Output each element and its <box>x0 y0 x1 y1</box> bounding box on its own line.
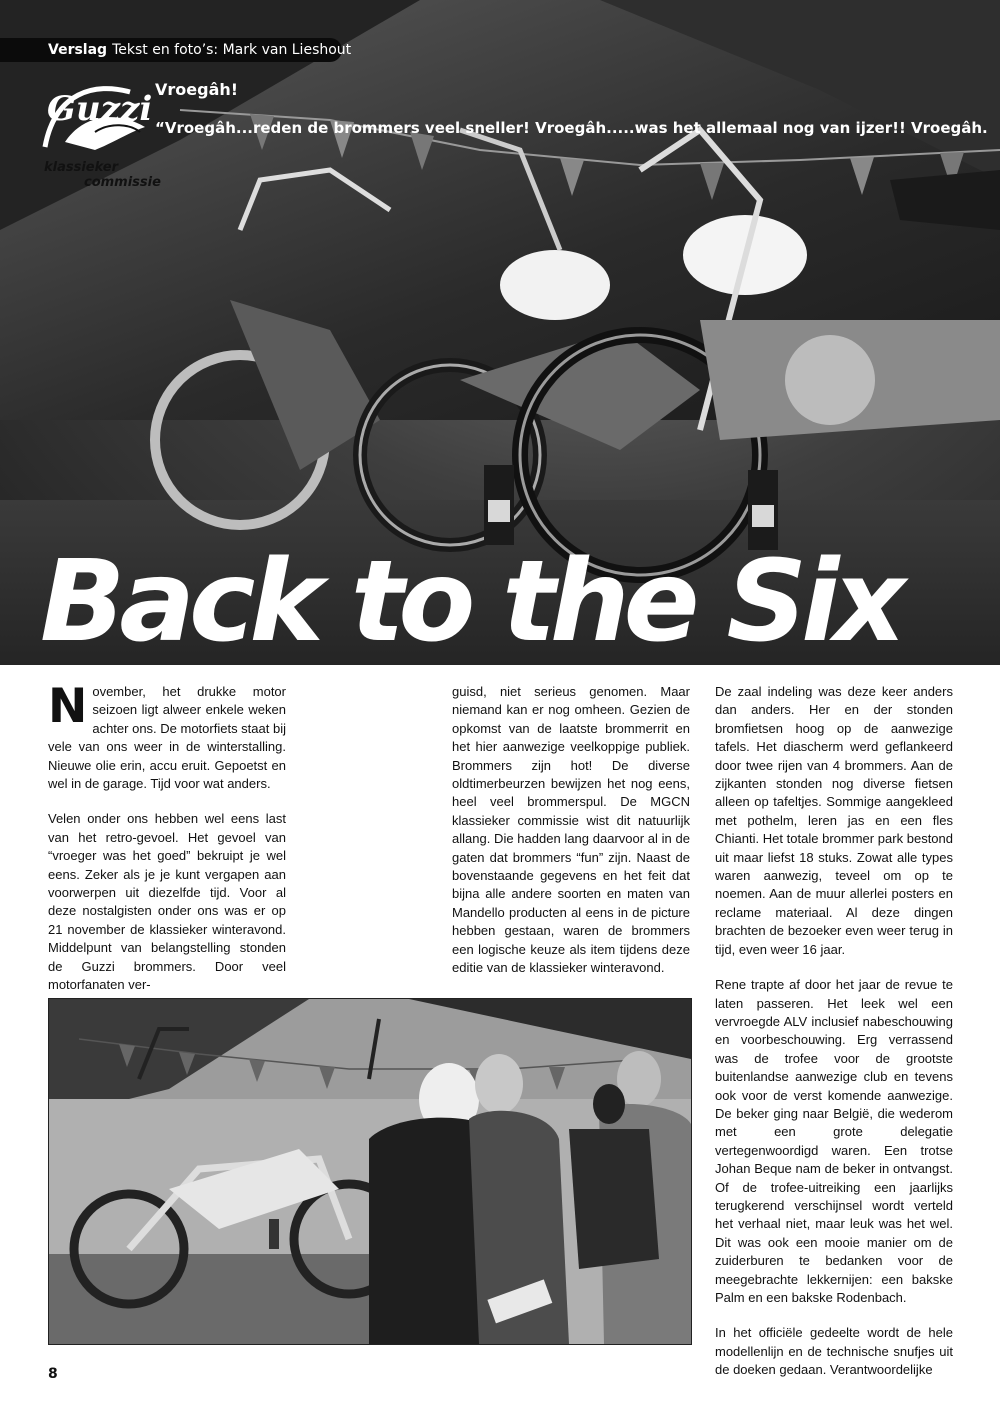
section-label: Verslag <box>48 42 108 58</box>
column-2-paragraph-1: guisd, niet serieus genomen. Maar niemand kan er nog omheen. Gezien de opkomst van de laatste brommerrit en het hier aanwezige veelkoppige publiek. Brommers zijn hot! De diverse oldtimerbeurzen bewijzen het nog eens, heel veel brommerspul. De MGCN klassieker commissie wist dit natuurlijk allang. Die hadden lang daarvoor al in de gaten dat brommers “fun” zijn. Naast de bovenstaande gegevens en het feit dat bijna alle andere soorten en maten van Mandello producten al eens in de picture hebben gestaan, waren de brommers een logische keuze als item tijdens deze editie van de klassieker winteravond. <box>452 684 690 976</box>
article-column-3 <box>715 683 953 1397</box>
column-1-paragraph-2: Velen onder ons hebben wel eens last van het retro-gevoel. Het gevoel van “vroeger was het goed” bekruipt je wel eens. Zeker als je je kunt vergapen aan voorwerpen uit diezelfde tijd. Voor al deze nostalgisten onder ons was er op 21 november de klassieker winteravond. Middelpunt van belangstelling stonden de Guzzi brommers. Door veel motorfanaten ver- <box>48 811 286 993</box>
intro-title: Vroegâh! <box>155 80 239 99</box>
column-3-paragraph-3: In het officiële gedeelte wordt de hele modellenlijn en de technische snufjes uit de doeken gedaan. Verantwoordelijke <box>715 1325 953 1378</box>
article-column-2 <box>452 683 690 995</box>
page-number: 8 <box>48 1366 58 1382</box>
event-photo <box>48 998 692 1345</box>
drop-cap: N <box>48 679 88 734</box>
column-1-paragraph-1-text: ovember, het drukke motor seizoen ligt alweer enkele weken achter ons. De motorfiets staat bij vele van ons weer in de winterstalling. Nieuwe olie erin, accu eruit. Gepoetst en wel in de garage. Tijd voor wat anders. <box>48 684 286 792</box>
guzzi-eagle-icon <box>35 72 165 162</box>
event-photo-illustration <box>49 999 691 1344</box>
column-3-paragraph-2: Rene trapte af door het jaar de revue te laten passeren. Het leek wel een vervroegde ALV inclusief nabeschouwing en voorbeschouwing. Erg verrassend was de trofee voor de grootste buitenlandse aanwezige club en tevens ook voor de verst komende aanwezige. De beker ging naar België, die wederom met een grote delegatie vertegenwoordigd waren. Een trotse Johan Beque nam de beker in ontvangst. Of de trofee-uitreiking een jaarlijks terugkerend verschijnsel wordt verteld het verhaal niet, maar leuk was het wel. Dit was ook een mooie manier om de zuiderburen te bedanken voor de meegebrachte lekkernijen: een bakske Palm en een bakske Rodenbach. <box>715 977 953 1305</box>
hero-photo <box>0 0 1000 665</box>
section-credit-bar <box>0 38 352 62</box>
klassieker-commissie-label <box>44 160 161 190</box>
logo-line-2: commissie <box>84 175 161 190</box>
logo-line-1: klassieker <box>44 160 119 175</box>
author-credit: Tekst en foto’s: Mark van Lieshout <box>112 42 352 58</box>
article-column-1 <box>48 679 286 1012</box>
article-headline: Back to the Six <box>40 537 900 665</box>
intro-quote: “Vroegâh...reden de brommers veel sneller! Vroegâh.....was het allemaal nog van ijzer!! Vroegâh. <box>155 119 988 137</box>
column-3-paragraph-1: De zaal indeling was deze keer anders dan anders. Her en der stonden bromfietsen hoog op de aanwezige tafels. Het diascherm werd geflankeerd door twee rijen van 4 brommers. Aan de zijkanten stonden nog diverse fietsen alleen op tafeltjes. Sommige aangekleed met pothelm, leren jas en een fles Chianti. Het totale brommer park bestond uit maar liefst 18 stuks. Zowat alle types waren aanwezig, teveel om op te noemen. Aan de muur allerlei posters en reclame materiaal. Al deze dingen brachten de bezoeker even weer terug in tijd, even weer 16 jaar. <box>715 684 953 957</box>
column-1-paragraph-1 <box>48 679 286 793</box>
guzzi-script-logo: Guzzi <box>47 89 153 129</box>
